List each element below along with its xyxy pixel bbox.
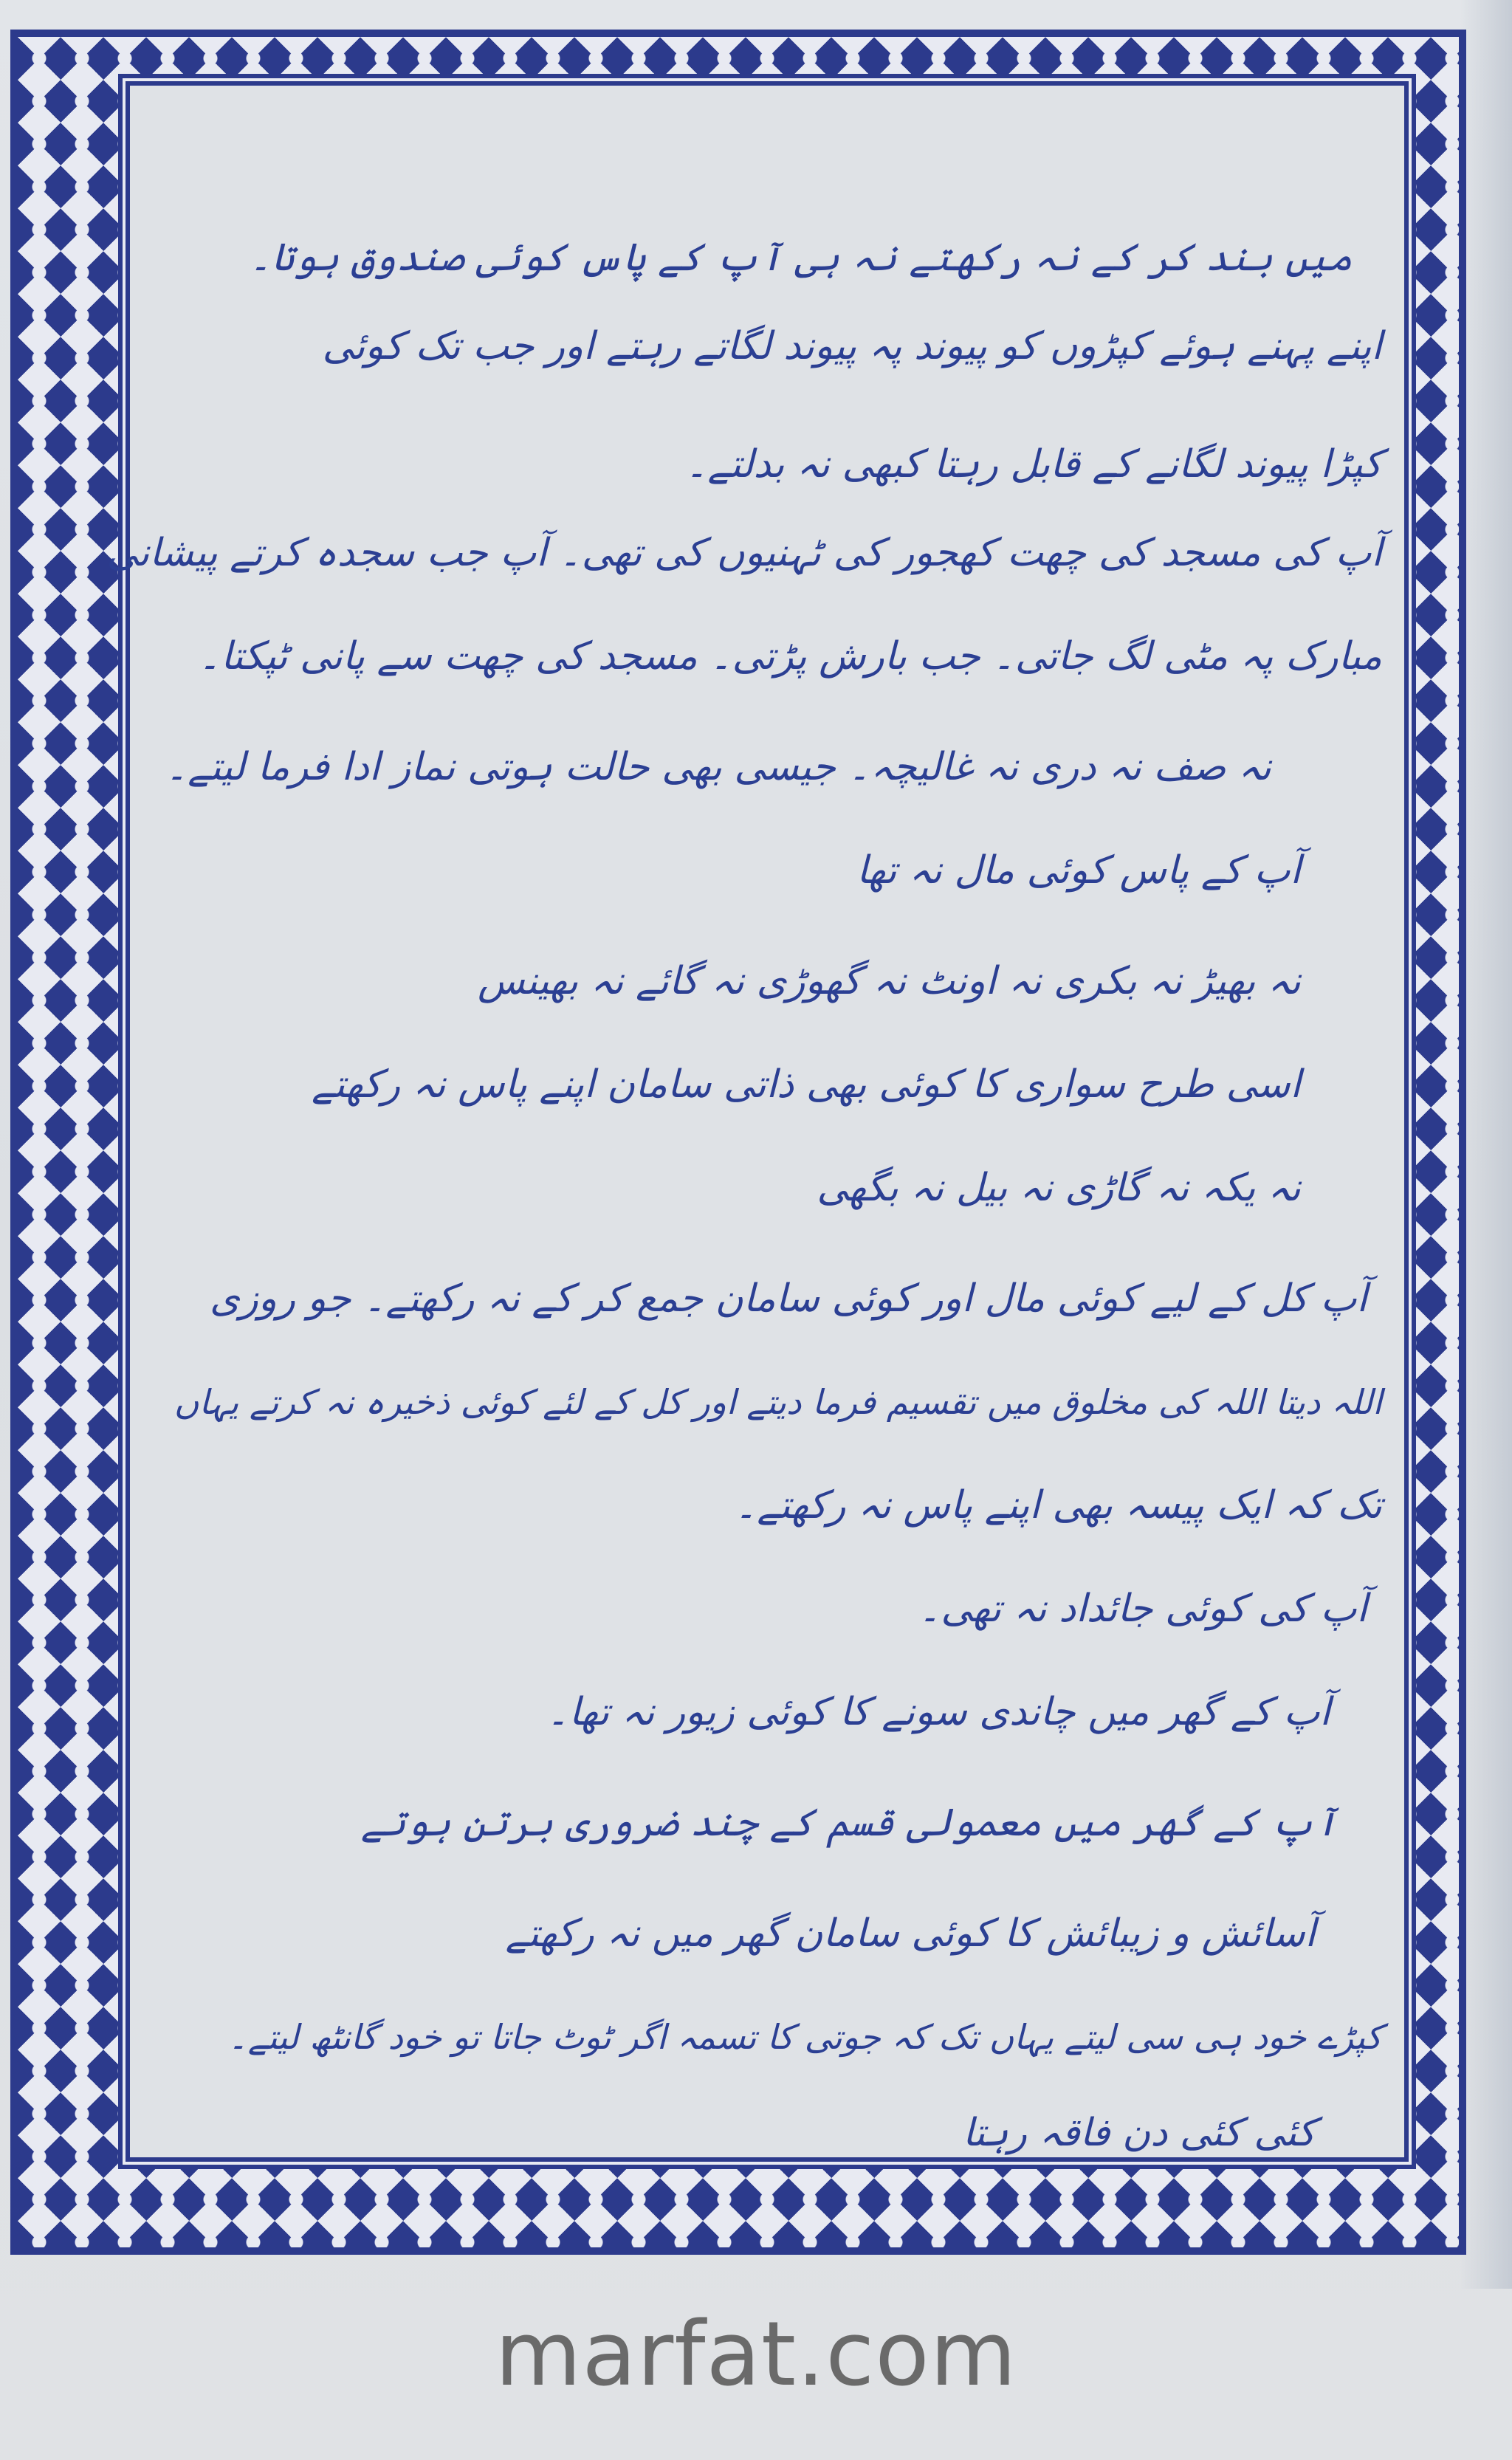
text-line: تک کہ ایک پیسہ بھی اپنے پاس نہ رکھتے۔ [734,1483,1382,1528]
text-line: اپنے پہنے ہوئے کپڑوں کو پیوند پہ پیوند لگاتے رہتے اور جب تک کوئی [322,324,1382,368]
text-line: آپ کے گھر میں چاندی سونے کا کوئی زیور نہ تھا۔ [546,1690,1330,1734]
text-line: کپڑا پیوند لگانے کے قابل رہتا کبھی نہ بدلتے۔ [685,442,1382,487]
ornamental-border [10,30,1466,2255]
text-line: آپ کے گھر میں معمولی قسم کے چند ضروری برتن ہوتے [360,1801,1338,1845]
text-line: مبارک پہ مٹی لگ جاتی۔ جب بارش پڑتی۔ مسجد کی چھت سے پانی ٹپکتا۔ [198,634,1382,678]
text-line: نہ یکہ نہ گاڑی نہ بیل نہ بگھی [817,1166,1301,1210]
text-line: میں بند کر کے نہ رکھتے نہ ہی آپ کے پاس کوئی صندوق ہوتا۔ [249,236,1353,280]
text-line: آپ کی کوئی جائداد نہ تھی۔ [918,1587,1367,1631]
text-line: کپڑے خود ہی سی لیتے یہاں تک کہ جوتی کا تسمہ اگر ٹوٹ جاتا تو خود گانٹھ لیتے۔ [227,2017,1382,2057]
text-line: اسی طرح سواری کا کوئی بھی ذاتی سامان اپنے پاس نہ رکھتے [312,1062,1301,1107]
text-line: آپ کل کے لیے کوئی مال اور کوئی سامان جمع کر کے نہ رکھتے۔ جو روزی [209,1277,1367,1321]
text-panel [106,81,1409,2162]
text-line: کئی کئی دن فاقہ رہتا [962,2111,1316,2155]
page-edge-shadow [1460,0,1512,2289]
text-line: آپ کے پاس کوئی مال نہ تھا [856,848,1301,893]
text-line: اللہ دیتا اللہ کی مخلوق میں تقسیم فرما دیتے اور کل کے لئے کوئی ذخیرہ نہ کرتے یہاں [173,1382,1382,1422]
text-line: آپ کی مسجد کی چھت کھجور کی ٹہنیوں کی تھی۔ آپ جب سجدہ کرتے پیشانی [106,531,1382,575]
text-line: نہ صف نہ دری نہ غالیچہ۔ جیسی بھی حالت ہوتی نماز ادا فرما لیتے۔ [165,745,1271,789]
watermark: marfat.com [495,2303,1017,2406]
urdu-text-block [106,137,1382,2155]
text-line: نہ بھیڑ نہ بکری نہ اونٹ نہ گھوڑی نہ گائے نہ بھینس [477,959,1301,1003]
text-line: آسائش و زیبائش کا کوئی سامان گھر میں نہ رکھتے [505,1911,1316,1956]
